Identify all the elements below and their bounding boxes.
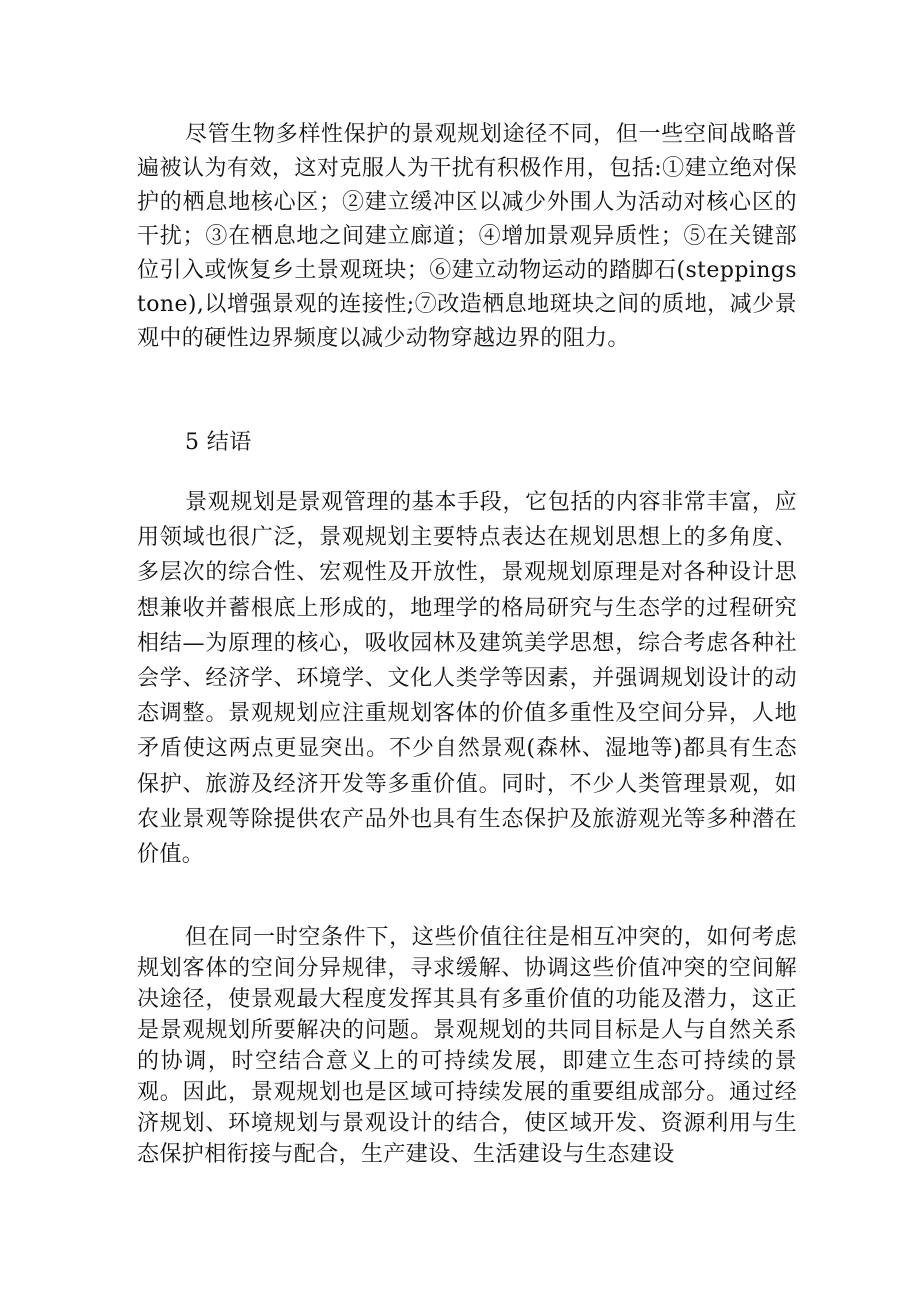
section-heading-conclusion: 5 结语 (185, 430, 252, 455)
paragraph-biodiversity-strategies: 尽管生物多样性保护的景观规划途径不同，但一些空间战略普遍被认为有效，这对克服人为干扰有积极作用，包括:①建立绝对保护的栖息地核心区；②建立缓冲区以减少外围人为活动对核心区的干扰；③在栖息地之间建立廊道；④增加景观异质性；⑤在关键部位引入或恢复乡土景观斑块；⑥建立动物运动的踏脚石(steppingstone),以增强景观的连接性;⑦改造栖息地斑块之间的质地，减少景观中的硬性边界频度以减少动物穿越边界的阻力。 (137, 122, 797, 351)
paragraph-value-conflicts: 但在同一时空条件下，这些价值往往是相互冲突的，如何考虑规划客体的空间分异规律，寻求缓解、协调这些价值冲突的空间解决途径，使景观最大程度发挥其具有多重价值的功能及潜力，这正是景观规划所要解决的问题。景观规划的共同目标是人与自然关系的协调，时空结合意义上的可持续发展，即建立生态可持续的景观。因此，景观规划也是区域可持续发展的重要组成部分。通过经济规划、环境规划与景观设计的结合，使区域开发、资源利用与生态保护相衔接与配合，生产建设、生活建设与生态建设 (137, 925, 797, 1167)
paragraph-landscape-planning: 景观规划是景观管理的基本手段，它包括的内容非常丰富，应用领域也很广泛，景观规划主要特点表达在规划思想上的多角度、多层次的综合性、宏观性及开放性，景观规划原理是对各种设计思想兼收并蓄根底上形成的，地理学的格局研究与生态学的过程研究相结—为原理的核心，吸收园林及建筑美学思想，综合考虑各种社会学、经济学、环境学、文化人类学等因素，并强调规划设计的动态调整。景观规划应注重规划客体的价值多重性及空间分异，人地矛盾使这两点更显突出。不少自然景观(森林、湿地等)都具有生态保护、旅游及经济开发等多重价值。同时，不少人类管理景观，如农业景观等除提供农产品外也具有生态保护及旅游观光等多种潜在价值。 (137, 490, 797, 868)
